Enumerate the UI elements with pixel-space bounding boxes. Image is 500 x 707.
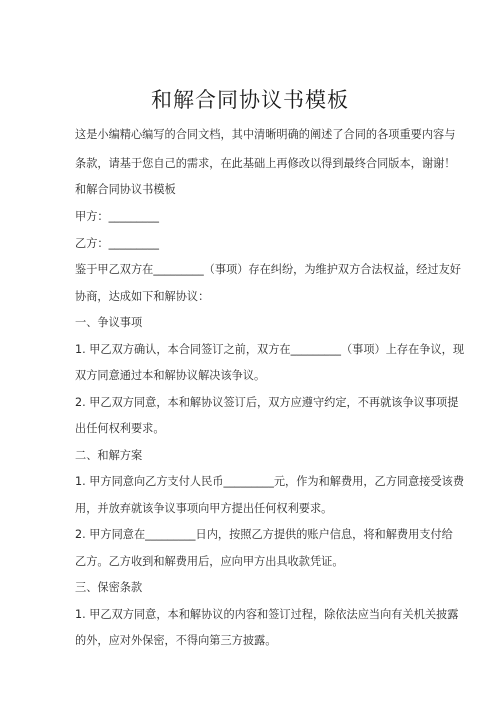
document-title: 和解合同协议书模板 xyxy=(151,88,349,112)
clause-1-1-line-2: 双方同意通过本和解协议解决该争议。 xyxy=(75,369,266,382)
clause-1-1-line-1: 1. 甲乙双方确认，本合同签订之前，双方在_________（事项）上存在争议，现 xyxy=(75,343,465,356)
party-a-line: 甲方：_________ xyxy=(75,210,159,223)
clause-2-2-line-2: 乙方。乙方收到和解费用后，应向甲方出具收款凭证。 xyxy=(75,555,344,568)
intro-line-2: 条款，请基于您自己的需求，在此基础上再修改以得到最终合同版本，谢谢！ xyxy=(75,157,456,170)
section-3-heading: 三、保密条款 xyxy=(75,581,143,594)
subtitle-line: 和解合同协议书模板 xyxy=(75,183,176,196)
intro-line-1: 这是小编精心编写的合同文档，其中清晰明确的阐述了合同的各项重要内容与 xyxy=(75,128,456,141)
clause-1-2-line-2: 出任何权利要求。 xyxy=(75,422,165,435)
section-1-heading: 一、争议事项 xyxy=(75,316,143,329)
clause-2-1-line-2: 用，并放弃就该争议事项向甲方提出任何权利要求。 xyxy=(75,502,333,515)
clause-1-2-line-1: 2. 甲乙双方同意，本和解协议签订后，双方应遵守约定，不再就该争议事项提 xyxy=(75,396,459,409)
section-2-heading: 二、和解方案 xyxy=(75,449,143,462)
clause-2-1-line-1: 1. 甲方同意向乙方支付人民币_________元，作为和解费用，乙方同意接受该费 xyxy=(75,475,465,488)
clause-2-2-line-1: 2. 甲方同意在_________日内，按照乙方提供的账户信息，将和解费用支付给 xyxy=(75,528,453,541)
clause-3-1-line-2: 的外，应对外保密，不得向第三方披露。 xyxy=(75,634,277,647)
preamble-line-1: 鉴于甲乙双方在_________（事项）存在纠纷，为维护双方合法权益，经过友好 xyxy=(75,263,461,276)
clause-3-1-line-1: 1. 甲乙双方同意，本和解协议的内容和签订过程，除依法应当向有关机关披露 xyxy=(75,608,459,621)
preamble-line-2: 协商，达成如下和解协议： xyxy=(75,290,210,303)
party-b-line: 乙方：_________ xyxy=(75,237,159,250)
